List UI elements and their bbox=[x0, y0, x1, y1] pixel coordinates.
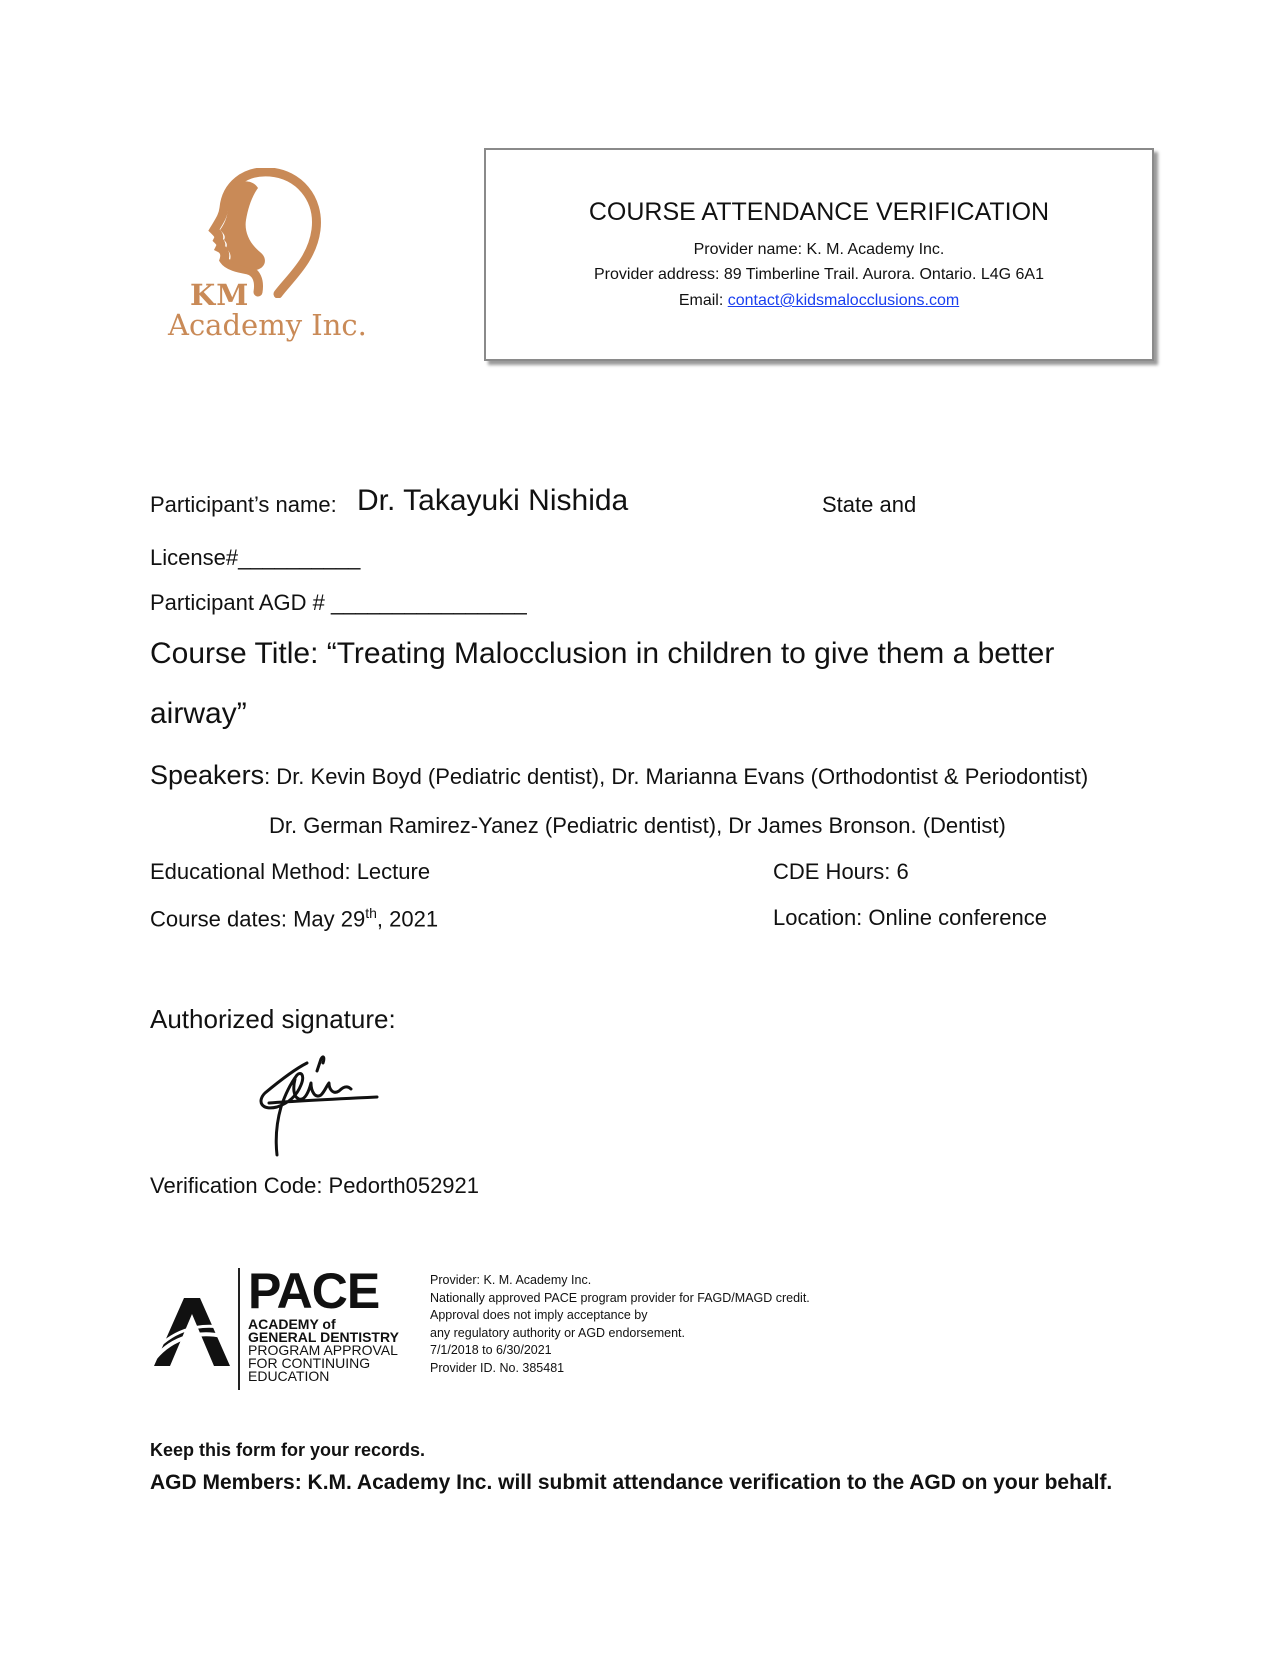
authorized-signature-label: Authorized signature: bbox=[150, 1004, 396, 1034]
pace-divider bbox=[238, 1268, 240, 1390]
verification-header-box bbox=[484, 148, 1154, 361]
provider-address: Provider address: 89 Timberline Trail. Aurora. Ontario. L4G 6A1 bbox=[594, 266, 1044, 283]
pace-info-line: Nationally approved PACE program provider for FAGD/MAGD credit. bbox=[430, 1290, 810, 1305]
educational-method: Educational Method: Lecture bbox=[150, 859, 431, 884]
pace-sub-2: GENERAL DENTISTRY bbox=[248, 1329, 399, 1345]
course-dates-sup: th bbox=[365, 905, 377, 921]
pace-sub-1: ACADEMY of bbox=[248, 1316, 336, 1332]
agd-a-icon bbox=[150, 1296, 234, 1368]
speakers-line2: Dr. German Ramirez-Yanez (Pediatric dentist), Dr James Bronson. (Dentist) bbox=[269, 813, 1006, 838]
pace-sub-4: FOR CONTINUING bbox=[248, 1355, 371, 1371]
pace-wordmark: PACE bbox=[248, 1263, 380, 1319]
email-label: Email: bbox=[678, 292, 728, 309]
pace-logo bbox=[150, 1263, 410, 1390]
speakers-label: Speakers bbox=[150, 760, 265, 790]
pace-provider-info bbox=[430, 1272, 810, 1377]
pace-info-line: Approval does not imply acceptance by bbox=[430, 1308, 648, 1322]
state-label: State and bbox=[822, 492, 917, 517]
email-link[interactable]: contact@kidsmalocclusions.com bbox=[727, 292, 960, 309]
pace-info-line: any regulatory authority or AGD endorsement. bbox=[430, 1325, 685, 1340]
course-title-line2: airway” bbox=[150, 697, 247, 730]
pace-sub-5: EDUCATION bbox=[248, 1368, 330, 1384]
course-dates bbox=[150, 905, 438, 932]
pace-info-line: 7/1/2018 to 6/30/2021 bbox=[430, 1343, 552, 1357]
speakers-line1 bbox=[150, 760, 1088, 791]
cde-hours: CDE Hours: 6 bbox=[773, 859, 909, 884]
pace-info-line: Provider ID. No. 385481 bbox=[430, 1360, 565, 1375]
logo-academy-text: Academy Inc. bbox=[168, 308, 367, 342]
km-academy-logo bbox=[160, 168, 370, 358]
verification-code: Verification Code: Pedorth052921 bbox=[150, 1173, 480, 1198]
license-field: License#__________ bbox=[150, 545, 361, 570]
participant-name-label: Participant’s name: bbox=[150, 492, 337, 517]
signature-image bbox=[255, 1055, 385, 1165]
agd-number-field: Participant AGD # ________________ bbox=[150, 590, 527, 615]
participant-name: Dr. Takayuki Nishida bbox=[357, 484, 629, 517]
document-title: COURSE ATTENDANCE VERIFICATION bbox=[588, 198, 1050, 226]
speakers-list-1: : Dr. Kevin Boyd (Pediatric dentist), Dr. Marianna Evans (Orthodontist & Periodontist) bbox=[264, 764, 1089, 789]
keep-records-note: Keep this form for your records. bbox=[150, 1440, 426, 1460]
provider-email-line bbox=[486, 292, 1152, 310]
logo-km-text: KM bbox=[190, 278, 250, 312]
agd-members-note: AGD Members: K.M. Academy Inc. will submit attendance verification to the AGD on your behalf. bbox=[150, 1471, 1113, 1494]
course-title-line1: Course Title: “Treating Malocclusion in children to give them a better bbox=[150, 637, 1055, 670]
pace-info-line: Provider: K. M. Academy Inc. bbox=[430, 1273, 592, 1287]
pace-sub-3: PROGRAM APPROVAL bbox=[248, 1342, 398, 1358]
course-dates-prefix: Course dates: May 29 bbox=[150, 906, 366, 932]
course-dates-suffix: , 2021 bbox=[376, 906, 439, 932]
provider-name: Provider name: K. M. Academy Inc. bbox=[693, 241, 945, 258]
location: Location: Online conference bbox=[773, 905, 1047, 930]
